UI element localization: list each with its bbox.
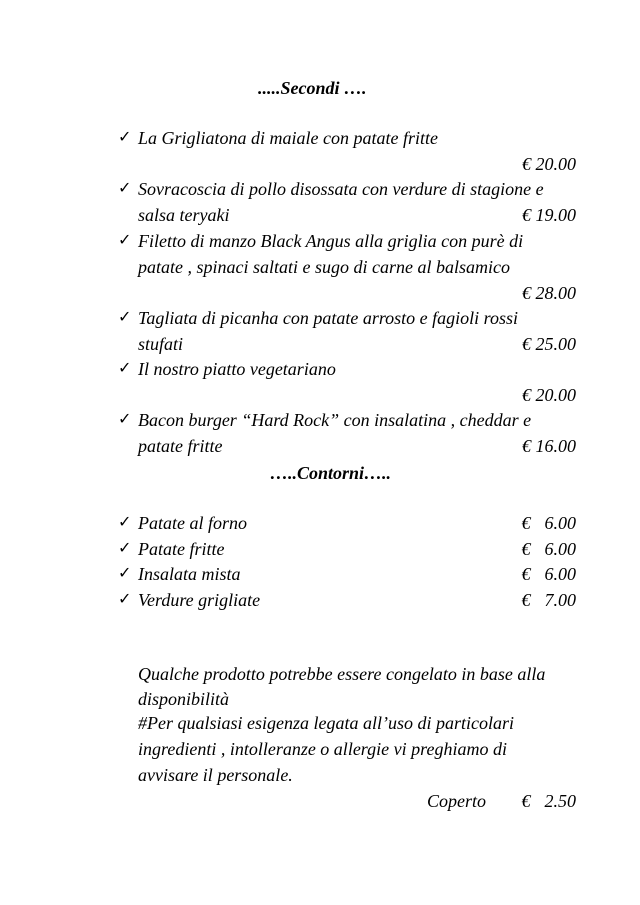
secondi-item-5-line-1: Il nostro piatto vegetariano — [138, 359, 336, 379]
euro-sign: € — [521, 791, 531, 811]
contorni-item-2-name: Patate fritte — [138, 539, 225, 559]
check-icon: ✓ — [118, 565, 132, 582]
secondi-item-4-line-1: Tagliata di picanha con patate arrosto e fagioli rossi — [138, 308, 519, 328]
check-icon: ✓ — [118, 232, 132, 249]
note-line-5: avvisare il personale. — [138, 765, 293, 785]
amount: 6.00 — [544, 539, 576, 559]
contorni-item-4-name: Verdure grigliate — [138, 590, 261, 610]
contorni-item-3-price — [522, 563, 577, 585]
note-line-3: #Per qualsiasi esigenza legata all’uso di particolari — [138, 713, 514, 733]
contorni-heading: …..Contorni….. — [270, 463, 392, 483]
note-line-1: Qualche prodotto potrebbe essere congelato in base alla — [138, 664, 546, 684]
check-icon: ✓ — [118, 360, 132, 377]
secondi-item-6-price: € 16.00 — [522, 436, 576, 456]
secondi-item-6-line-1: Bacon burger “Hard Rock” con insalatina , cheddar e — [138, 410, 532, 430]
note-line-2: disponibilità — [138, 689, 230, 709]
secondi-item-4-line-2: stufati — [138, 334, 184, 354]
secondi-item-2-price: € 19.00 — [522, 205, 576, 225]
coperto-label: Coperto — [427, 791, 487, 811]
secondi-item-1-line-1: La Grigliatona di maiale con patate fritte — [138, 128, 438, 148]
secondi-item-3-line-2: patate , spinaci saltati e sugo di carne al balsamico — [138, 257, 510, 277]
amount: 2.50 — [544, 791, 576, 811]
contorni-item-1-price — [522, 512, 577, 534]
check-icon: ✓ — [118, 180, 132, 197]
contorni-item-1-name: Patate al forno — [138, 513, 247, 533]
check-icon: ✓ — [118, 411, 132, 428]
check-icon: ✓ — [118, 309, 132, 326]
secondi-item-5-price: € 20.00 — [522, 385, 576, 405]
secondi-item-3-line-1: Filetto di manzo Black Angus alla griglia con purè di — [138, 231, 524, 251]
euro-sign: € — [521, 590, 531, 610]
contorni-item-3-name: Insalata mista — [138, 564, 241, 584]
secondi-item-3-price: € 28.00 — [522, 283, 576, 303]
euro-sign: € — [521, 539, 531, 559]
secondi-item-2-line-2: salsa teryaki — [138, 205, 230, 225]
euro-sign: € — [521, 564, 531, 584]
check-icon: ✓ — [118, 129, 132, 146]
secondi-item-1-price: € 20.00 — [522, 154, 576, 174]
amount: 6.00 — [544, 513, 576, 533]
amount: 7.00 — [544, 590, 576, 610]
contorni-item-2-price — [522, 538, 577, 560]
check-icon: ✓ — [118, 514, 132, 531]
check-icon: ✓ — [118, 591, 132, 608]
secondi-item-4-price: € 25.00 — [522, 334, 576, 354]
coperto-price — [522, 790, 577, 812]
secondi-heading: .....Secondi …. — [258, 78, 367, 98]
secondi-item-2-line-1: Sovracoscia di pollo disossata con verdure di stagione e — [138, 179, 544, 199]
amount: 6.00 — [544, 564, 576, 584]
check-icon: ✓ — [118, 540, 132, 557]
secondi-item-6-line-2: patate fritte — [138, 436, 223, 456]
euro-sign: € — [521, 513, 531, 533]
note-line-4: ingredienti , intolleranze o allergie vi preghiamo di — [138, 739, 507, 759]
contorni-item-4-price — [522, 589, 577, 611]
